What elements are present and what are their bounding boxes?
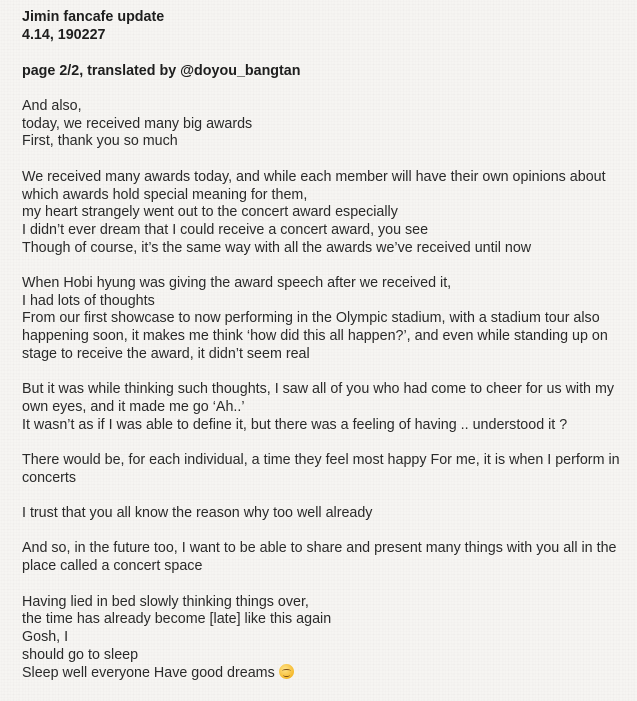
line-text: place called a concert space — [22, 558, 203, 575]
text-line — [22, 505, 627, 523]
paragraph — [22, 505, 627, 523]
text-line — [22, 275, 627, 293]
text-line — [22, 116, 627, 134]
text-line — [22, 328, 627, 346]
line-text: which awards hold special meaning for them, — [22, 186, 308, 203]
translation-credit: page 2/2, translated by @doyou_bangtan — [22, 63, 301, 79]
line-text: I trust that you all know the reason why too well already — [22, 505, 373, 522]
text-line — [22, 222, 627, 240]
line-text: I didn’t ever dream that I could receive a concert award, you see — [22, 221, 429, 238]
line-text: And so, in the future too, I want to be able to share and present many things with you all in the — [22, 540, 617, 557]
line-text: Having lied in bed slowly thinking things over, — [22, 593, 309, 610]
line-text: Gosh, I — [22, 628, 69, 645]
line-text: We received many awards today, and while each member will have their own opinions about — [22, 168, 606, 185]
relieved-face-emoji-icon — [279, 664, 294, 679]
line-text: Though of course, it’s the same way with all the awards we’ve received until now — [22, 239, 532, 256]
text-line — [22, 133, 627, 151]
text-line — [22, 470, 627, 488]
text-line — [22, 664, 627, 683]
line-text: own eyes, and it made me go ‘Ah..’ — [22, 398, 245, 415]
text-line — [22, 629, 627, 647]
line-text: I had lots of thoughts — [22, 292, 155, 309]
text-line — [22, 310, 627, 328]
text-line — [22, 558, 627, 576]
line-text: today, we received many big awards — [22, 115, 253, 132]
paragraph — [22, 169, 627, 258]
text-line — [22, 169, 627, 187]
paragraph — [22, 594, 627, 684]
note-body — [22, 98, 627, 683]
line-text: First, thank you so much — [22, 133, 178, 150]
line-text: stage to receive the award, it didn’t seem real — [22, 345, 310, 362]
line-text: concerts — [22, 469, 77, 486]
text-line — [22, 594, 627, 612]
text-line — [22, 417, 627, 435]
text-line — [22, 452, 627, 470]
line-text: When Hobi hyung was giving the award speech after we received it, — [22, 275, 452, 291]
paragraph — [22, 540, 627, 575]
line-text: my heart strangely went out to the concert award especially — [22, 204, 398, 221]
paragraph — [22, 381, 627, 434]
line-text: the time has already become [late] like this again — [22, 611, 332, 628]
line-text: And also, — [22, 98, 82, 114]
line-text: There would be, for each individual, a time they feel most happy For me, it is when I perform in — [22, 452, 620, 468]
paragraph — [22, 275, 627, 364]
note-title: Jimin fancafe update — [22, 9, 165, 25]
text-line — [22, 240, 627, 258]
text-line — [22, 399, 627, 417]
note-date: 4.14, 190227 — [22, 27, 106, 43]
line-text: From our first showcase to now performing in the Olympic stadium, with a stadium tour also — [22, 310, 600, 327]
line-text: But it was while thinking such thoughts, I saw all of you who had come to cheer for us with my — [22, 381, 615, 398]
note-document — [22, 8, 627, 701]
text-line — [22, 98, 627, 116]
text-line — [22, 346, 627, 364]
paragraph — [22, 452, 627, 487]
line-text: should go to sleep — [22, 646, 139, 663]
text-line — [22, 381, 627, 399]
paragraph — [22, 98, 627, 151]
text-line — [22, 204, 627, 222]
text-line — [22, 540, 627, 558]
text-line — [22, 647, 627, 665]
line-text: happening soon, it makes me think ‘how did this all happen?’, and even while standing up on — [22, 328, 608, 345]
line-text: It wasn’t as if I was able to define it, but there was a feeling of having .. understood it ? — [22, 416, 568, 433]
line-text: Sleep well everyone Have good dreams — [22, 665, 275, 682]
text-line — [22, 293, 627, 311]
text-line — [22, 187, 627, 205]
text-line — [22, 611, 627, 629]
